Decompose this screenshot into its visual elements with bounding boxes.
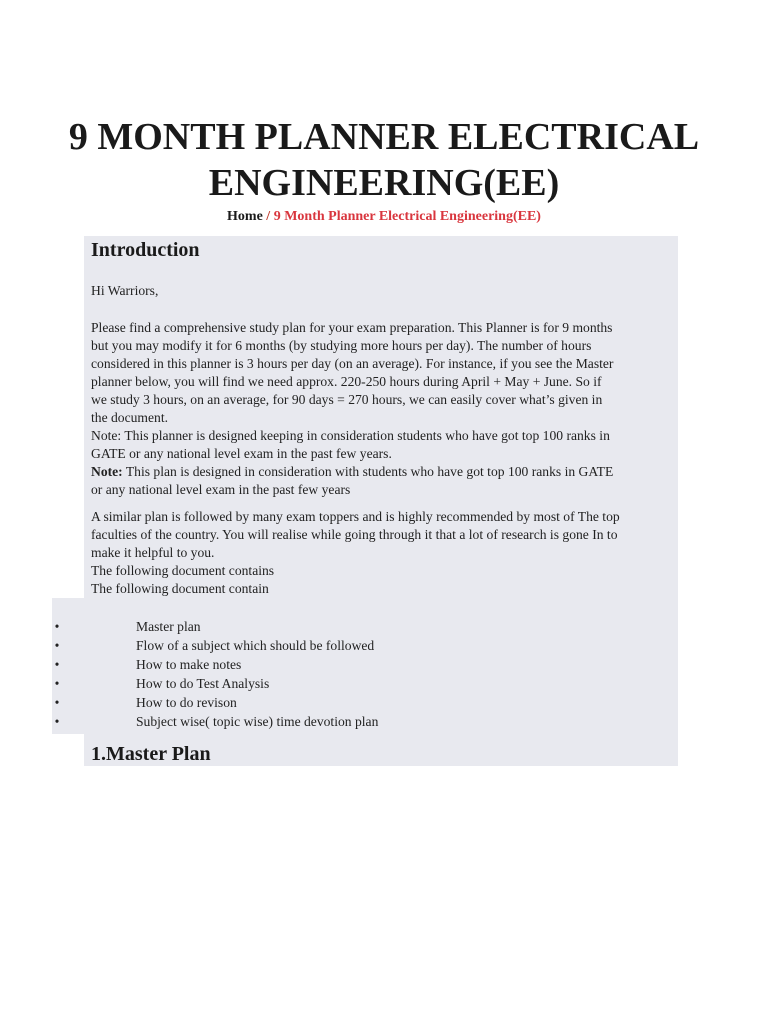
intro-line: considered in this planner is 3 hours per day (on an average). For instance, if you see the Master [91,356,614,371]
page-title-line-1: 9 MONTH PLANNER ELECTRICAL [68,116,700,158]
list-item [52,674,652,693]
list-item [52,636,652,655]
intro-line: but you may modify it for 6 months (by studying more hours per day). The number of hours [91,338,592,353]
bullet-icon: • [54,638,60,653]
similar-plan-paragraph [91,508,677,598]
greeting-text: Hi Warriors, [91,283,159,298]
intro-line: Note: This planner is designed keeping in consideration students who have got top 100 ranks in [91,428,610,443]
similar-line: A similar plan is followed by many exam toppers and is highly recommended by most of The top [91,509,620,524]
similar-line: The following document contains [91,563,275,578]
bullet-icon: • [54,657,60,672]
intro-line: planner below, you will find we need approx. 220-250 hours during April + May + June. So if [91,374,602,389]
list-item-text: How to do revison [136,695,237,710]
note-paragraph [91,463,677,481]
similar-line: The following document contain [91,581,269,596]
breadcrumb-home-link[interactable]: Home [227,209,263,224]
list-item-text: Flow of a subject which should be followed [136,638,375,653]
intro-line: we study 3 hours, on an average, for 90 days = 270 hours, we can easily cover what’s given in [91,392,603,407]
introduction-heading: Introduction [91,239,200,261]
breadcrumb [0,208,768,226]
list-item-text: Master plan [136,619,201,634]
master-plan-heading: 1.Master Plan [91,743,211,765]
intro-line: Please find a comprehensive study plan for your exam preparation. This Planner is for 9 months [91,320,613,335]
breadcrumb-current-page: 9 Month Planner Electrical Engineering(EE) [273,209,541,224]
intro-line: the document. [91,410,169,425]
intro-line: GATE or any national level exam in the past few years. [91,446,392,461]
similar-line: make it helpful to you. [91,545,215,560]
bullet-icon: • [54,695,60,710]
list-item [52,712,652,731]
contents-list [52,617,652,731]
list-item [52,617,652,636]
list-item [52,693,652,712]
page-title-line-2: ENGINEERING(EE) [208,162,560,204]
list-item-text: How to make notes [136,657,242,672]
intro-paragraph [91,319,677,499]
list-item [52,655,652,674]
similar-line: faculties of the country. You will realise while going through it that a lot of research is gone In to [91,527,618,542]
list-item-text: Subject wise( topic wise) time devotion plan [136,714,379,729]
page-title [0,114,768,206]
note-text-continued: or any national level exam in the past few years [91,482,351,497]
list-item-text: How to do Test Analysis [136,676,270,691]
note-label: Note: [91,464,123,479]
bullet-icon: • [54,619,60,634]
bullet-icon: • [54,676,60,691]
bullet-icon: • [54,714,60,729]
breadcrumb-separator: / [262,209,274,224]
note-text: This plan is designed in consideration with students who have got top 100 ranks in GATE [122,464,614,479]
